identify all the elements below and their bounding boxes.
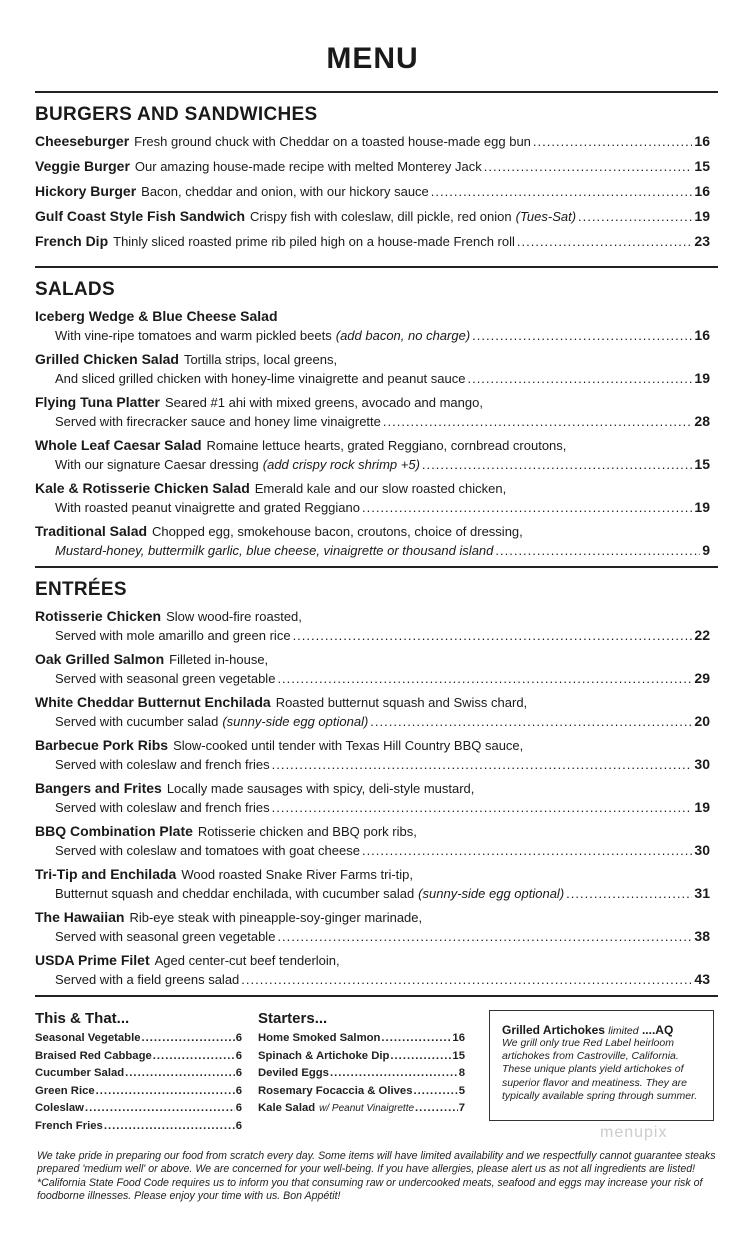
artichokes-description: We grill only true Red Label heirloom artichokes from Castroville, California. These unique plants yield artichokes of superior flavor and meatiness. They are typically available spring through summer. [502,1037,698,1102]
dot-leader [422,455,693,474]
item-name: Grilled Chicken Salad [35,351,179,367]
dot-leader [362,498,692,517]
dot-leader [241,970,692,989]
item-name: Hickory Burger [35,183,137,199]
menu-item [35,693,710,736]
item-price: 19 [694,799,710,815]
small-item-name: French Fries [35,1119,103,1132]
item-description: Filleted in-house, [169,652,269,667]
dot-leader [277,669,692,688]
small-item-name: Kale Salad [258,1102,316,1114]
item-description-line2: Served with mole amarillo and green rice [55,628,291,643]
small-item-name: Green Rice [35,1084,95,1097]
dot-leader [390,1048,451,1066]
item-name: Barbecue Pork Ribs [35,737,169,753]
item-line [35,908,710,927]
item-price: 22 [694,627,710,643]
item-description: Our amazing house-made recipe with melted Monterey Jack [134,159,482,174]
item-name: Traditional Salad [35,523,148,539]
dot-leader [272,755,693,774]
item-description: Crispy fish with coleslaw, dill pickle, red onion [250,209,512,224]
item-line [35,207,710,226]
item-line [35,927,710,946]
dot-leader [277,927,692,946]
dot-leader [467,369,692,388]
menu-item [35,865,710,908]
item-line [35,132,710,151]
item-description: Rotisserie chicken and BBQ pork ribs, [197,824,417,839]
item-price: 30 [694,756,710,772]
small-item-name: Home Smoked Salmon [258,1032,381,1044]
dot-leader [153,1048,235,1066]
dot-leader [272,798,693,817]
item-description-line2: Served with coleslaw and french fries [55,757,270,772]
small-item-name: Coleslaw [35,1102,84,1114]
dot-leader [330,1065,458,1083]
menu-section [35,279,710,565]
item-line [35,498,710,517]
item-price: 19 [694,370,710,386]
item-line [35,393,710,412]
item-price: 9 [702,542,710,558]
item-name: Cheeseburger [35,133,130,149]
item-name: BBQ Combination Plate [35,823,193,839]
item-description-line2: Served with cucumber salad [55,714,219,729]
menu-item [35,182,710,207]
small-item-price: 6 [235,1032,242,1044]
menu-item [35,951,710,994]
item-description-line2: Served with coleslaw and tomatoes with goat cheese [55,843,360,858]
item-line [35,841,710,860]
small-item-price: 6 [235,1067,242,1079]
small-item [35,1100,242,1118]
item-name: USDA Prime Filet [35,952,150,968]
dot-leader [566,884,692,903]
small-item-price: 7 [458,1102,465,1114]
item-line [35,157,710,176]
item-description-line2: With roasted peanut vinaigrette and grated Reggiano [55,500,360,515]
item-price: 19 [694,499,710,515]
menu-title: MENU [326,42,419,75]
small-item-price: 5 [458,1084,465,1097]
item-note: (sunny-side egg optional) [222,714,369,729]
item-line [35,712,710,731]
item-note: Mustard-honey, buttermilk garlic, blue cheese, vinaigrette or thousand island [55,543,494,558]
small-item-name: Cucumber Salad [35,1067,125,1079]
item-description-line2: And sliced grilled chicken with honey-lime vinaigrette and peanut sauce [55,371,466,386]
item-line [35,522,710,541]
item-line [35,369,710,388]
menu-item [35,908,710,951]
artichokes-note: limited [608,1025,639,1037]
item-line [35,541,710,560]
item-name: Bangers and Frites [35,780,162,796]
item-description: Locally made sausages with spicy, deli-style mustard, [166,781,475,796]
item-price: 15 [694,158,710,174]
item-line [35,822,710,841]
item-price: 20 [694,713,710,729]
dot-leader [533,132,693,151]
item-line [35,479,710,498]
item-description: Romaine lettuce hearts, grated Reggiano, cornbread croutons, [206,438,567,453]
item-description: Bacon, cheddar and onion, with our hickory sauce [141,184,429,199]
small-item [258,1065,465,1083]
item-price: 43 [694,971,710,987]
starters-section [258,1010,465,1118]
item-description: Roasted butternut squash and Swiss chard, [275,695,528,710]
menu-item [35,607,710,650]
menu-item [35,736,710,779]
small-item-name: Braised Red Cabbage [35,1049,152,1062]
item-line [35,232,710,251]
artichokes-name: Grilled Artichokes [502,1023,605,1037]
menu-section [35,104,710,257]
item-line [35,693,710,712]
small-item-name: Deviled Eggs [258,1067,329,1079]
item-name: Veggie Burger [35,158,130,174]
item-line [35,884,710,903]
item-price: 30 [694,842,710,858]
dot-leader [383,412,693,431]
small-item [35,1118,242,1136]
item-description: Tortilla strips, local greens, [183,352,338,367]
item-note: (Tues-Sat) [515,209,577,224]
item-description-line2: With our signature Caesar dressing [55,457,259,472]
item-line [35,626,710,645]
item-note: (sunny-side egg optional) [418,886,565,901]
section-heading: SALADS [35,279,115,300]
small-item-name: Rosemary Focaccia & Olives [258,1084,413,1097]
item-line [35,182,710,201]
item-line [35,436,710,455]
small-heading: This & That... [35,1010,130,1027]
artichokes-price: AQ [655,1023,674,1037]
item-line [35,607,710,626]
item-line [35,736,710,755]
small-item-note: w/ Peanut Vinaigrette [319,1103,415,1114]
item-line [35,350,710,369]
menu-item [35,207,710,232]
dot-leader [517,232,693,251]
item-price: 16 [694,183,710,199]
item-description: Aged center-cut beef tenderloin, [154,953,340,968]
dot-leader [125,1065,235,1083]
item-line [35,650,710,669]
menu-item [35,350,710,393]
small-item-price: 6 [235,1102,242,1114]
item-price: 38 [694,928,710,944]
item-price: 16 [694,327,710,343]
item-price: 31 [694,885,710,901]
item-line [35,669,710,688]
item-description-line2: Served with coleslaw and french fries [55,800,270,815]
this-and-that-section [35,1010,242,1135]
small-item [258,1048,465,1066]
dot-leader [362,841,692,860]
item-description: Slow-cooked until tender with Texas Hill Country BBQ sauce, [173,738,524,753]
menu-item [35,132,710,157]
small-item [35,1083,242,1101]
small-item-price: 16 [452,1032,465,1044]
item-name: Kale & Rotisserie Chicken Salad [35,480,250,496]
small-item [35,1048,242,1066]
dot-leader [415,1100,458,1118]
section-heading: BURGERS AND SANDWICHES [35,104,318,125]
item-description: Emerald kale and our slow roasted chicken, [254,481,507,496]
footer-note: We take pride in preparing our food from scratch every day. Some items will have limited availability and we respectfully cannot guarantee steaks prepared 'medium well' or above. We are concerned for your well-being. If you have allergies, please alert us as not all ingredients are listed! *California State Food Code requires us to inform you that consuming raw or undercooked meats, seafood and eggs may increase your risk of foodborne illnesses. Please enjoy your time with us. Bon Appétit! [37,1150,716,1202]
item-name: White Cheddar Butternut Enchilada [35,694,271,710]
item-line [35,951,710,970]
dot-leader [142,1030,235,1048]
item-description-line2: Served with seasonal green vegetable [55,929,276,944]
menu-item [35,436,710,479]
menu-item [35,822,710,865]
item-description: Fresh ground chuck with Cheddar on a toasted house-made egg bun [134,134,531,149]
item-description: Thinly sliced roasted prime rib piled high on a house-made French roll [113,234,515,249]
item-description-line2: Butternut squash and cheddar enchilada, with cucumber salad [55,886,415,901]
item-line [35,755,710,774]
dot-leader [85,1100,235,1118]
item-name: French Dip [35,233,109,249]
item-description-line2: Served with a field greens salad [55,972,240,987]
artichokes-box [489,1010,714,1121]
item-name: Oak Grilled Salmon [35,651,165,667]
item-line [35,970,710,989]
item-description-line2: Served with seasonal green vegetable [55,671,276,686]
dot-leader [96,1083,235,1101]
item-name: The Hawaiian [35,909,125,925]
dot-leader [413,1083,457,1101]
item-line [35,779,710,798]
item-price: 28 [694,413,710,429]
small-item-price: 6 [235,1084,242,1097]
small-item [35,1065,242,1083]
menu-section [35,579,710,994]
item-price: 23 [694,233,710,249]
item-line [35,865,710,884]
item-description: Wood roasted Snake River Farms tri-tip, [181,867,413,882]
item-line [35,307,710,326]
item-name: Tri-Tip and Enchilada [35,866,177,882]
dot-leader [293,626,693,645]
small-item [258,1030,465,1048]
small-item-price: 15 [452,1049,465,1062]
dot-leader: .... [641,1023,656,1037]
item-line [35,455,710,474]
item-note: (add crispy rock shrimp +5) [262,457,420,472]
item-description-line2: Served with firecracker sauce and honey lime vinaigrette [55,414,381,429]
divider [35,91,718,93]
small-item-price: 6 [235,1119,242,1132]
dot-leader [472,326,692,345]
small-item [258,1100,465,1118]
dot-leader [370,712,692,731]
dot-leader [578,207,692,226]
item-description-line2: With vine-ripe tomatoes and warm pickled beets [55,328,332,343]
section-heading: ENTRÉES [35,579,127,600]
item-price: 16 [694,133,710,149]
item-price: 29 [694,670,710,686]
small-item [258,1083,465,1101]
item-line [35,412,710,431]
small-item-price: 8 [458,1067,465,1079]
item-description: Chopped egg, smokehouse bacon, croutons, choice of dressing, [152,524,523,539]
menu-item [35,479,710,522]
dot-leader [484,157,693,176]
dot-leader [495,541,700,560]
small-item-price: 6 [235,1049,242,1062]
item-price: 19 [694,208,710,224]
dot-leader [104,1118,235,1136]
small-item-name: Seasonal Vegetable [35,1032,141,1044]
dot-leader [431,182,693,201]
item-name: Rotisserie Chicken [35,608,162,624]
menu-item [35,650,710,693]
menu-item [35,232,710,257]
divider [35,995,718,997]
divider [35,566,718,568]
small-item [35,1030,242,1048]
small-heading: Starters... [258,1010,328,1027]
menu-item [35,779,710,822]
menu-item [35,157,710,182]
item-name: Flying Tuna Platter [35,394,160,410]
item-name: Gulf Coast Style Fish Sandwich [35,208,246,224]
item-price: 15 [694,456,710,472]
item-description: Seared #1 ahi with mixed greens, avocado and mango, [164,395,483,410]
item-name: Iceberg Wedge & Blue Cheese Salad [35,308,278,324]
item-description: Slow wood-fire roasted, [166,609,302,624]
watermark: menupix [600,1124,668,1141]
item-line [35,326,710,345]
dot-leader [381,1030,451,1048]
item-line [35,798,710,817]
item-description: Rib-eye steak with pineapple-soy-ginger marinade, [129,910,423,925]
menu-item [35,522,710,565]
menu-item [35,393,710,436]
item-name: Whole Leaf Caesar Salad [35,437,202,453]
divider [35,266,718,268]
item-note: (add bacon, no charge) [335,328,471,343]
menu-item [35,307,710,350]
small-item-name: Spinach & Artichoke Dip [258,1049,390,1062]
